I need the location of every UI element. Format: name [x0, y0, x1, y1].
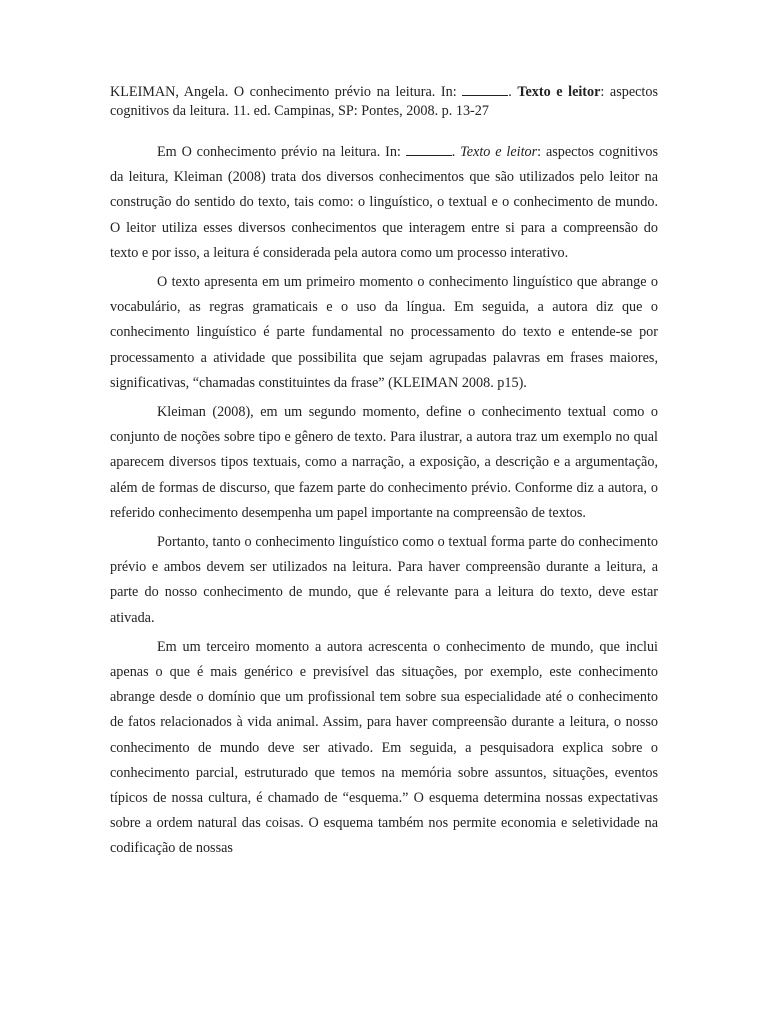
paragraph-1-intro: Em O conhecimento prévio na leitura. In: [157, 144, 406, 160]
paragraph-4: Portanto, tanto o conhecimento linguístico como o textual forma parte do conhecimento prévio e ambos devem ser utilizados na leitura. Para haver compreensão durante a leitura, a parte do nosso conhecimento de mundo, que é relevante para a leitura do texto, deve estar ativada. [110, 534, 658, 626]
paragraph-2: O texto apresenta em um primeiro momento o conhecimento linguístico que abrange o vocabulário, as regras gramaticais e o uso da língua. Em seguida, a autora diz que o conhecimento linguístico é parte fundamental no processamento do texto e entende-se por processamento a atividade que possibilita que sejam agrupadas palavras em frases maiores, significativas, “chamadas constituintes da frase” (KLEIMAN 2008. p15). [110, 274, 658, 391]
paragraph-1-blank-end: . [451, 144, 461, 160]
paragraph-5: Em um terceiro momento a autora acrescenta o conhecimento de mundo, que inclui apenas o que é mais genérico e previsível das situações, por exemplo, este conhecimento abrange desde o domínio que um profissional tem sobre sua especialidade até o conhecimento de fatos relacionados à vida animal. Assim, para haver compreensão durante a leitura, o nosso conhecimento de mundo deve ser ativado. Em seguida, a pesquisadora explica sobre o conhecimento parcial, estruturado que temos na memória sobre assuntos, situações, eventos típicos de nossa cultura, é chamado de “esquema.” O esquema determina nossas expectativas sobre a ordem natural das coisas. O esquema também nos permite economia e seletividade na codificação de nossas [110, 638, 658, 857]
paragraph-1-book-title: Texto e leitor [460, 144, 538, 160]
reference-author: KLEIMAN, Angela. O conhecimento prévio na leitura. In: [110, 84, 463, 100]
reference-blank-end: . [508, 84, 518, 100]
paragraph-1 [110, 140, 658, 266]
reference-blank-line [462, 83, 508, 96]
paragraph-3: Kleiman (2008), em um segundo momento, define o conhecimento textual como o conjunto de noções sobre tipo e gênero de texto. Para ilustrar, a autora traz um exemplo no qual aparecem diversos tipos textuais, como a narração, a exposição, a descrição e a argumentação, além de formas de discurso, que fazem parte do conhecimento prévio. Conforme diz a autora, o referido conhecimento desempenha um papel importante na compreensão de textos. [110, 404, 658, 521]
paragraph-1-blank-line [406, 143, 452, 156]
paragraph-1-body: : aspectos cognitivos da leitura, Kleiman (2008) trata dos diversos conhecimentos que são utilizados pelo leitor na construção do sentido do texto, tais como: o linguístico, o textual e o conhecimento de mundo. O leitor utiliza esses diversos conhecimentos que interagem entre si para a compreensão do texto e por isso, a leitura é considerada pela autora como um processo interativo. [110, 144, 658, 261]
reference-book-title: Texto e leitor [517, 84, 601, 100]
bibliographic-reference [110, 83, 658, 121]
reference-details: : aspectos cognitivos da leitura. 11. ed. Campinas, SP: Pontes, 2008. p. 13-27 [110, 84, 658, 119]
